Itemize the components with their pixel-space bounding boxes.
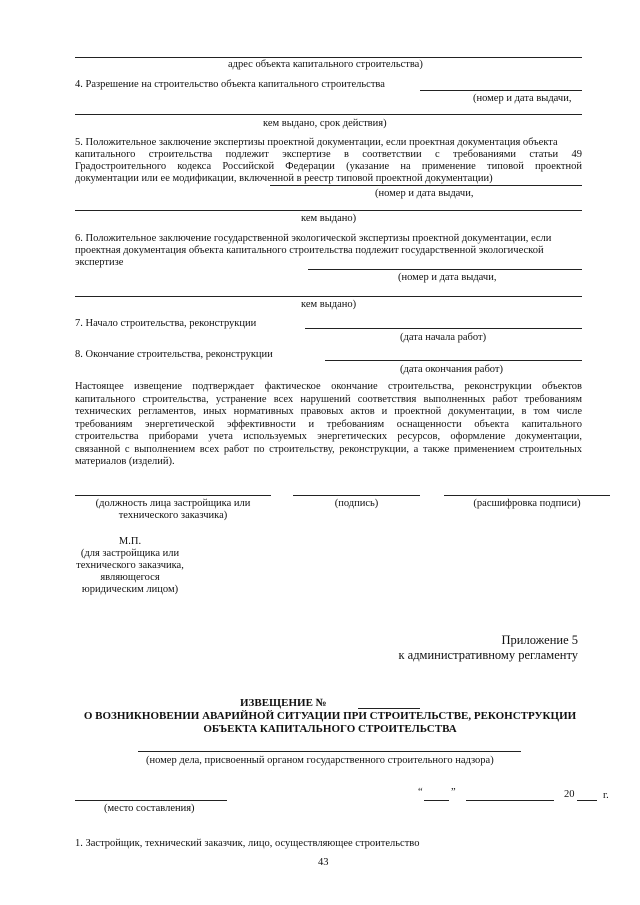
decode-caption: (расшифровка подписи) (473, 498, 581, 509)
appendix-subtitle: к административному регламенту (398, 648, 578, 662)
item5-line2-field[interactable] (75, 210, 582, 211)
item5-line1: 5. Положительное заключение экспертизы проектной документации, если проектная документация объекта (75, 137, 558, 148)
form2-item1: 1. Застройщик, технический заказчик, лицо, осуществляющее строительство (75, 838, 420, 849)
year-line[interactable] (577, 800, 597, 801)
item7-field-line[interactable] (305, 328, 582, 329)
item5-caption2: кем выдано) (301, 213, 357, 224)
item5-line4: документации или ее модификации, включенной в реестр типовой проектной документации) (75, 173, 493, 184)
notice-line: требованиям энергетической эффективности и требованиям оснащенности объекта капитального (75, 418, 582, 430)
item6-caption2: кем выдано) (301, 299, 357, 310)
item5-line3: Градостроительного кодекса Российской Федерации (указание на применение типовой проектной (75, 161, 582, 172)
year-prefix: 20 (564, 789, 575, 800)
form2-heading: ИЗВЕЩЕНИЕ № (240, 697, 327, 709)
item4-field-line[interactable] (420, 90, 582, 91)
item8-text: 8. Окончание строительства, реконструкции (75, 349, 273, 360)
item6-caption1: (номер и дата выдачи, (398, 272, 497, 283)
position-line[interactable] (75, 495, 271, 496)
year-suffix: г. (603, 790, 609, 801)
address-caption: адрес объекта капитального строительства) (228, 59, 423, 70)
stamp-line1: (для застройщика или (80, 548, 180, 559)
notice-line: материалов (изделий). (75, 456, 175, 467)
stamp-line4: юридическим лицом) (81, 584, 179, 595)
item5-caption1: (номер и дата выдачи, (375, 188, 474, 199)
notice-line: строительства приборами учета используемых энергетических ресурсов, оформление документации, (75, 431, 582, 442)
case-number-caption: (номер дела, присвоенный органом государственного строительного надзора) (146, 755, 494, 766)
item7-caption: (дата начала работ) (400, 332, 487, 343)
stamp-line3: являющегося (100, 572, 160, 583)
item8-field-line[interactable] (325, 360, 582, 361)
item6-line3: экспертизе (75, 257, 124, 268)
item4-text: 4. Разрешение на строительство объекта капитального строительства (75, 79, 385, 90)
day-line[interactable] (424, 800, 449, 801)
item4-caption1: (номер и дата выдачи, (473, 93, 572, 104)
item6-line2: проектная документация объекта капитального строительства подлежит государственной экологической (75, 245, 544, 256)
month-line[interactable] (466, 800, 554, 801)
item6-line2-field[interactable] (75, 296, 582, 297)
stamp-line2: технического заказчика, (76, 560, 184, 571)
form2-title1: О ВОЗНИКНОВЕНИИ АВАРИЙНОЙ СИТУАЦИИ ПРИ СТРОИТЕЛЬСТВЕ, РЕКОНСТРУКЦИИ (83, 710, 577, 722)
notice-line: капитального строительства, устранение всех нарушений соответствия выполненных работ требованиям (75, 393, 582, 405)
top-line (75, 57, 582, 58)
place-caption: (место составления) (104, 803, 195, 814)
item4-line2[interactable] (75, 114, 582, 115)
position-caption2: технического заказчика) (118, 510, 228, 521)
item4-caption2: кем выдано, срок действия) (263, 118, 387, 129)
item6-field-line[interactable] (308, 269, 582, 270)
decode-line[interactable] (444, 495, 610, 496)
signature-line[interactable] (293, 495, 420, 496)
item5-field-line[interactable] (270, 185, 582, 186)
notice-paragraph (75, 381, 582, 469)
item6-line1: 6. Положительное заключение государственной экологической экспертизы проектной документации, если (75, 233, 552, 244)
place-line[interactable] (75, 800, 227, 801)
appendix-title: Приложение 5 (501, 633, 578, 647)
case-number-line[interactable] (138, 751, 521, 752)
form2-title2: ОБЪЕКТА КАПИТАЛЬНОГО СТРОИТЕЛЬСТВА (203, 723, 457, 735)
item7-text: 7. Начало строительства, реконструкции (75, 318, 257, 329)
stamp-mp: М.П. (118, 536, 142, 547)
form2-number-line[interactable] (358, 708, 420, 709)
quote-close: ” (451, 787, 456, 798)
position-caption1: (должность лица застройщика или (95, 498, 251, 509)
page-number: 43 (318, 857, 329, 868)
quote-open: “ (418, 787, 423, 798)
notice-line: связанной с выполнением всех работ по строительству, реконструкции, а также применением строительных (75, 443, 582, 455)
signature-caption: (подпись) (334, 498, 379, 509)
item5-line2: капитального строительства подлежит экспертизе в соответствии с требованиями статьи 49 (75, 149, 582, 160)
notice-line: Настоящее извещение подтверждает фактическое окончание строительства, реконструкции объектов (75, 381, 582, 392)
item8-caption: (дата окончания работ) (400, 364, 504, 375)
notice-line: технических регламентов, иных нормативных правовых актов и проектной документации, в том числе (75, 406, 582, 417)
